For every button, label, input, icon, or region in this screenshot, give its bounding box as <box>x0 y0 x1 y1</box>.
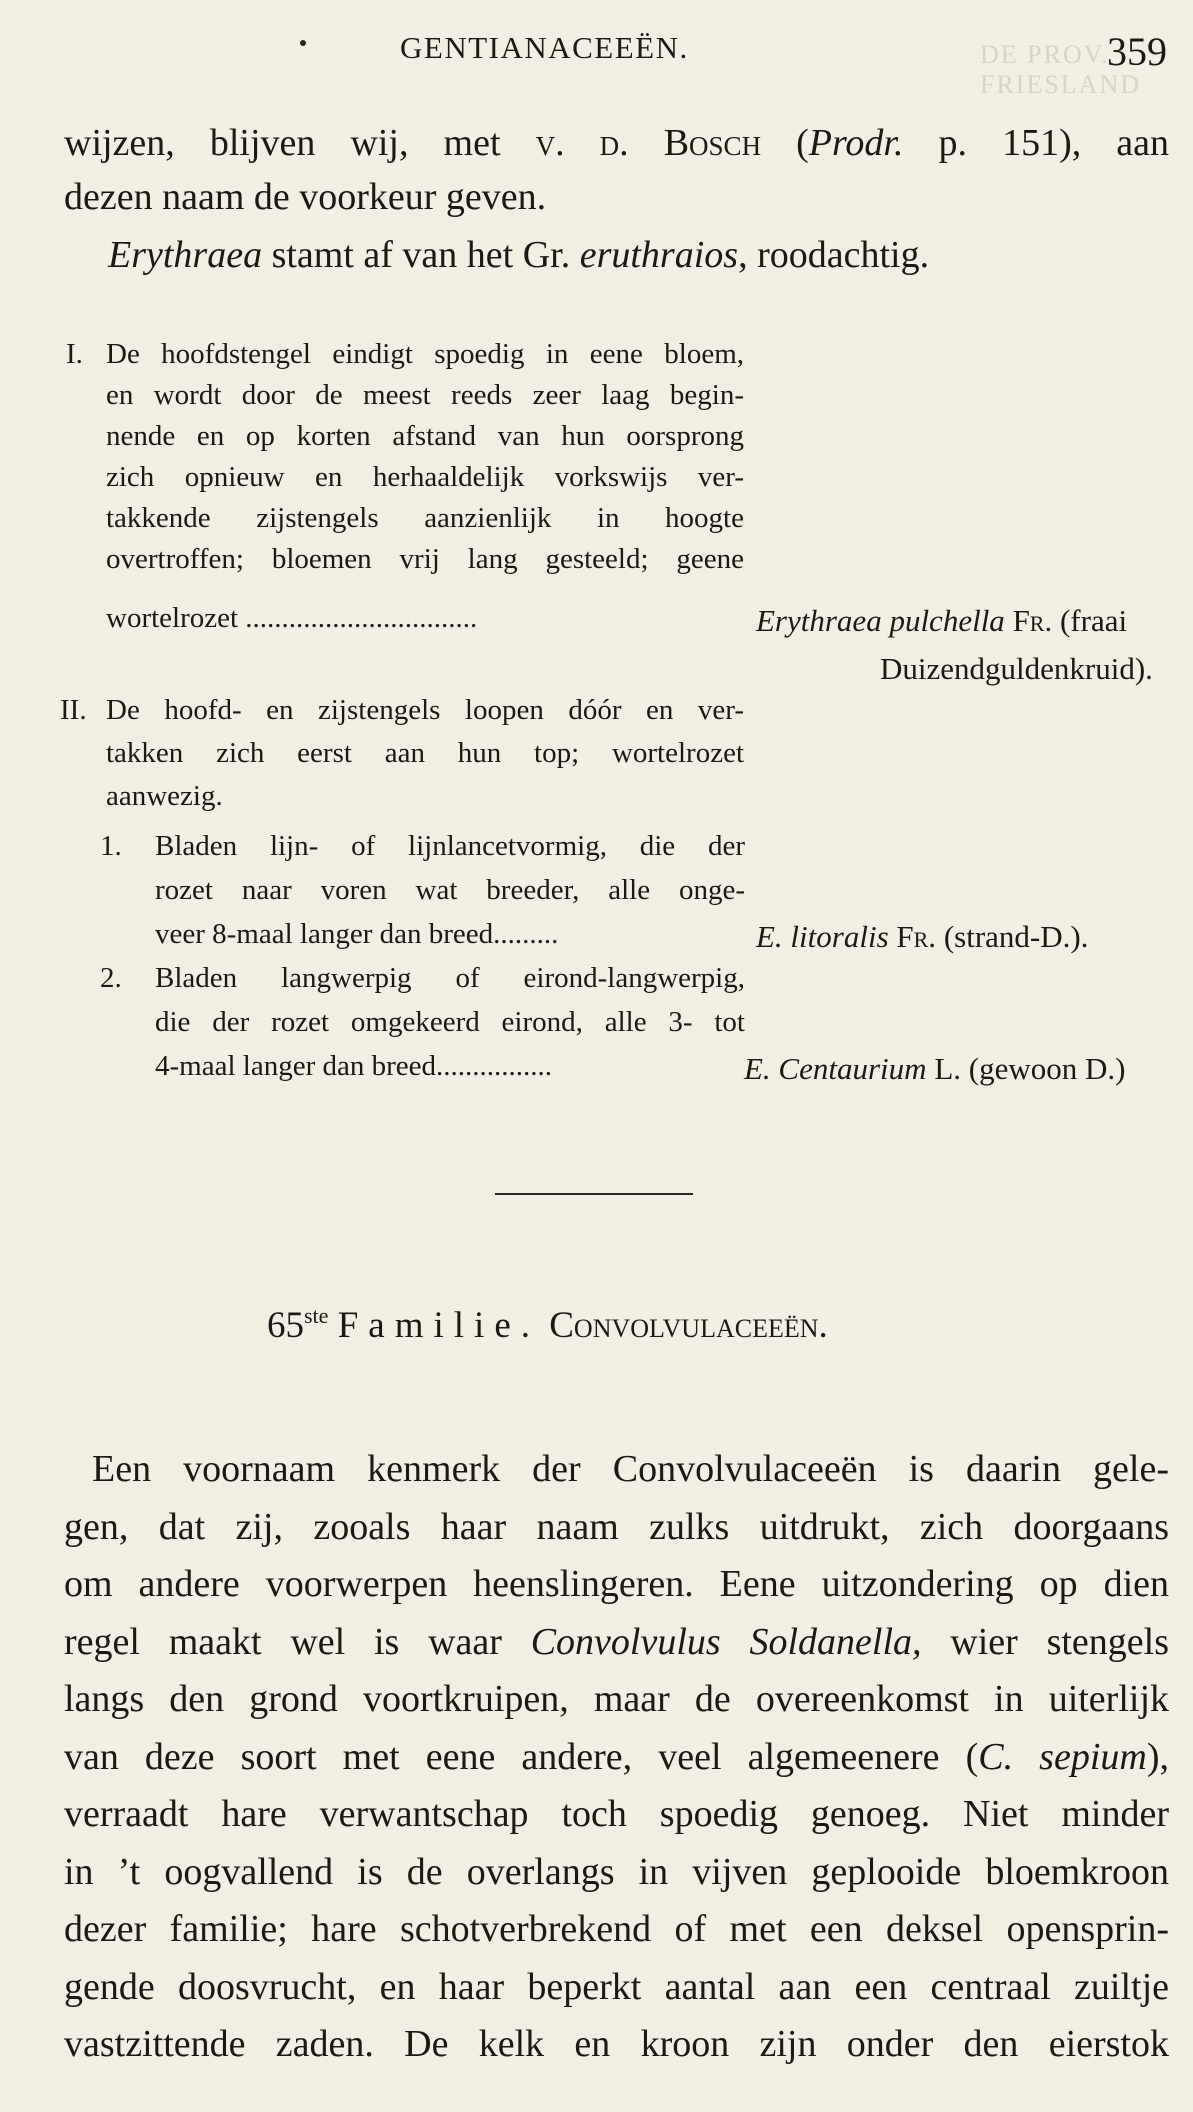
page-number: 359 <box>1107 29 1167 74</box>
paragraph-line: verraadt hare verwantschap toch spoedig genoeg. Niet minder <box>64 1793 1169 1835</box>
key-item-1-line: De hoofdstengel eindigt spoedig in eene bloem, <box>106 338 744 370</box>
paragraph-line: vastzittende zaden. De kelk en kroon zijn onder den eierstok <box>64 2023 1169 2065</box>
key-item-1-number: I. <box>66 338 83 370</box>
key-sub-2-number: 2. <box>100 962 122 994</box>
key-sub-2-line: die der rozet omgekeerd eirond, alle 3- tot <box>155 1006 745 1038</box>
key-item-1-line: en wordt door de meest reeds zeer laag begin- <box>106 379 744 411</box>
paragraph-line: in ’t oogvallend is de overlangs in vijven geplooide bloemkroon <box>64 1851 1169 1893</box>
key-item-1-last-line: wortelrozet ................................ <box>106 602 478 634</box>
paragraph-line: van deze soort met eene andere, veel algemeenere (C. sepium), <box>64 1736 1169 1778</box>
key-item-2-number: II. <box>60 694 87 726</box>
running-header-title: GENTIANACEEËN. <box>400 30 689 65</box>
paragraph-line: Een voornaam kenmerk der Convolvulaceeën is daarin gele- <box>92 1448 1169 1490</box>
paragraph-line: regel maakt wel is waar Convolvulus Soldanella, wier stengels <box>64 1621 1169 1663</box>
key-item-1-result-cont: Duizendguldenkruid). <box>880 651 1153 686</box>
key-item-1-line: overtroffen; bloemen vrij lang gesteeld; geene <box>106 543 744 575</box>
intro-line-2: dezen naam de voorkeur geven. <box>64 176 547 218</box>
key-item-1-line: zich opnieuw en herhaaldelijk vorkswijs ver- <box>106 461 744 493</box>
intro-line-1: wijzen, blijven wij, met v. d. Bosch (Prodr. p. 151), aan <box>64 122 1170 164</box>
key-sub-1-last-line: veer 8-maal langer dan breed......... <box>155 918 559 950</box>
bleed-through-header: DE PROV. FRIESLAND <box>980 40 1142 99</box>
key-sub-2-last-line: 4-maal langer dan breed................ <box>155 1050 552 1082</box>
key-item-2-line: takken zich eerst aan hun top; wortelrozet <box>106 737 744 769</box>
paragraph-line: om andere voorwerpen heenslingeren. Eene uitzondering op dien <box>64 1563 1169 1605</box>
key-item-2-line: aanwezig. <box>106 780 223 812</box>
key-item-1-result: Erythraea pulchella Fr. (fraai <box>756 603 1128 638</box>
paragraph-line: gen, dat zij, zooals haar naam zulks uitdrukt, zich doorgaans <box>64 1506 1169 1548</box>
key-sub-2-result: E. Centaurium L. (gewoon D.) <box>744 1051 1126 1086</box>
key-item-1-line: nende en op korten afstand van hun oorsprong <box>106 420 744 452</box>
paragraph-line: dezer familie; hare schotverbrekend of met een deksel opensprin- <box>64 1908 1169 1950</box>
paragraph-line: gende doosvrucht, en haar beperkt aantal aan een centraal zuiltje <box>64 1966 1169 2008</box>
family-heading: 65ste Familie. Convolvulaceeën. <box>267 1303 828 1346</box>
section-divider <box>495 1193 693 1195</box>
key-item-2-line: De hoofd- en zijstengels loopen dóór en ver- <box>106 694 744 726</box>
key-sub-1-line: Bladen lijn- of lijnlancetvormig, die der <box>155 830 745 862</box>
etymology-line: Erythraea stamt af van het Gr. eruthraios, roodachtig. <box>108 234 930 276</box>
key-sub-2-line: Bladen langwerpig of eirond-langwerpig, <box>155 962 745 994</box>
printing-dot <box>300 40 306 46</box>
key-item-1-line: takkende zijstengels aanzienlijk in hoogte <box>106 502 744 534</box>
key-sub-1-line: rozet naar voren wat breeder, alle onge- <box>155 874 745 906</box>
key-sub-1-result: E. litoralis Fr. (strand-D.). <box>756 919 1089 954</box>
key-sub-1-number: 1. <box>100 830 122 862</box>
paragraph-line: langs den grond voortkruipen, maar de overeenkomst in uiterlijk <box>64 1678 1169 1720</box>
